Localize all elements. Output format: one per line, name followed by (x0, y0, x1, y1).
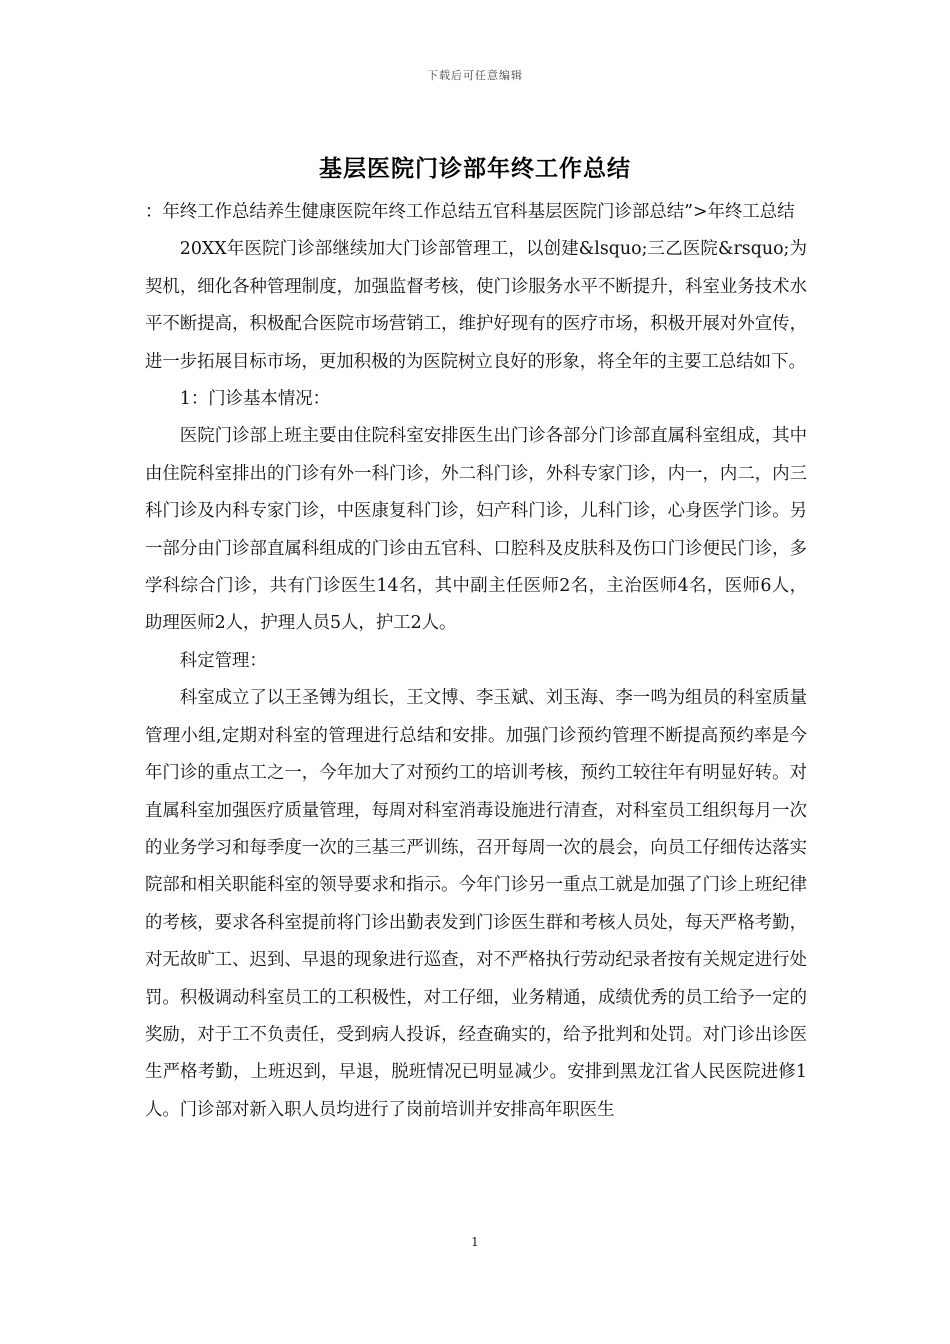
document-body (145, 194, 807, 1129)
paragraph-management: 科室成立了以王圣镈为组长，王文博、李玉斌、刘玉海、李一鸣为组员的科室质量管理小组,定期对科室的管理进行总结和安排。加强门诊预约管理不断提高预约率是今年门诊的重点工之一，今年加大了对预约工的培训考核，预约工较往年有明显好转。对直属科室加强医疗质量管理，每周对科室消毒设施进行清查，对科室员工组织每月一次的业务学习和每季度一次的三基三严训练，召开每周一次的晨会，向员工仔细传达落实院部和相关职能科室的领导要求和指示。今年门诊另一重点工就是加强了门诊上班纪律的考核，要求各科室提前将门诊出勤表发到门诊医生群和考核人员处，每天严格考勤，对无故旷工、迟到、早退的现象进行巡查，对不严格执行劳动纪录者按有关规定进行处罚。积极调动科室员工的工积极性，对工仔细，业务精通，成绩优秀的员工给予一定的奖励，对于工不负责任，受到病人投诉，经查确实的，给予批判和处罚。对门诊出诊医生严格考勤，上班迟到，早退，脱班情况已明显减少。安排到黑龙江省人民医院进修1人。门诊部对新入职人员均进行了岗前培训并安排高年职医生 (145, 688, 807, 1120)
page-number: 1 (471, 1235, 479, 1249)
section-heading-management: 科定管理： (179, 650, 267, 671)
paragraph-basic-info: 医院门诊部上班主要由住院科室安排医生出门诊各部分门诊部直属科室组成，其中由住院科室排出的门诊有外一科门诊，外二科门诊，外科专家门诊，内一，内二，内三科门诊及内科专家门诊，中医康复科门诊，妇产科门诊，儿科门诊，心身医学门诊。另一部分由门诊部直属科组成的门诊由五官科、口腔科及皮肤科及伤口门诊便民门诊，多学科综合门诊，共有门诊医生14名，其中副主任医师2名，主治医师4名，医师6人，助理医师2人，护理人员5人，护工2人。 (145, 426, 807, 634)
paragraph-intro: 20XX年医院门诊部继续加大门诊部管理工，以创建&lsquo;三乙医院&rsquo;为契机，细化各种管理制度，加强监督考核，使门诊服务水平不断提升，科室业务技术水平不断提高，积极配合医院市场营销工，维护好现有的医疗市场，积极开展对外宣传，进一步拓展目标市场，更加积极的为医院树立良好的形象，将全年的主要工总结如下。 (145, 239, 807, 372)
section-heading-basic-info: 1：门诊基本情况： (179, 389, 330, 410)
document-title: 基层医院门诊部年终工作总结 (319, 155, 631, 182)
paragraph-keywords: ：年终工作总结养生健康医院年终工作总结五官科基层医院门诊部总结”>年终工总结 (145, 202, 795, 222)
header-note: 下载后可任意编辑 (427, 69, 523, 82)
